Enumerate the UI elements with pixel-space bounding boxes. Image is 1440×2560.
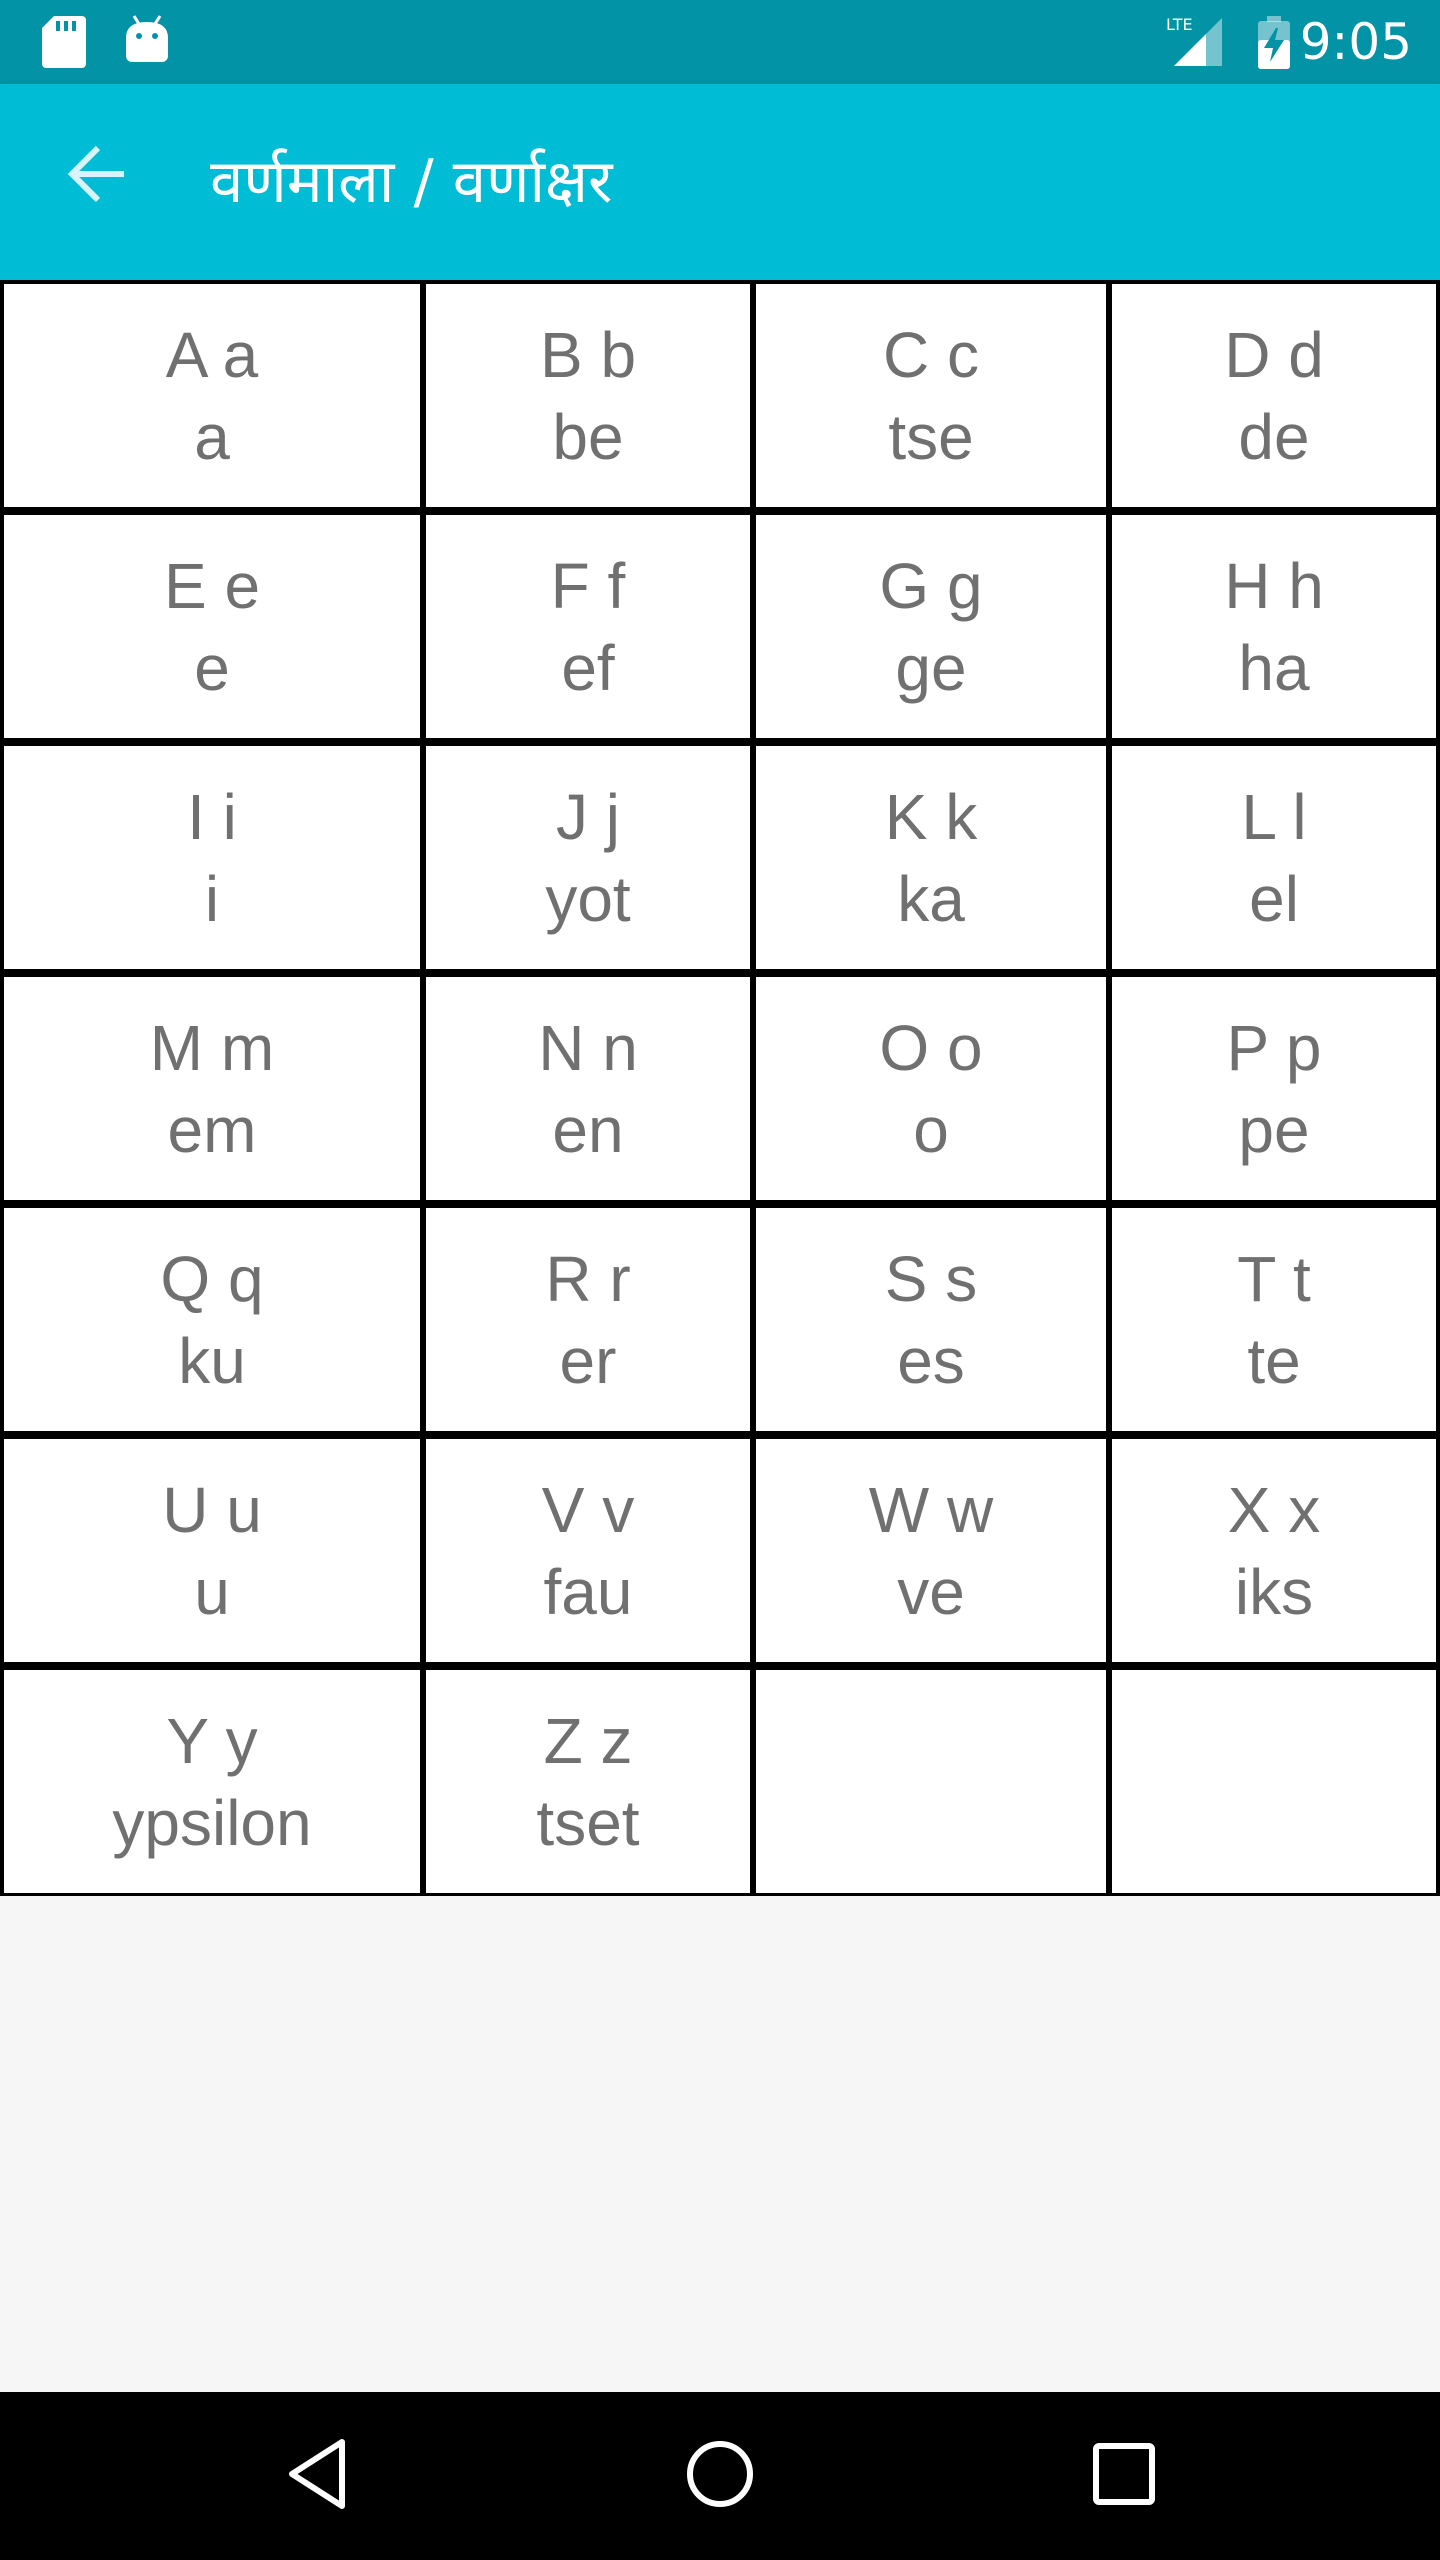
letter-cell[interactable]: [1112, 515, 1436, 738]
alphabet-grid: [0, 280, 1440, 1896]
letter-pronunciation: o: [913, 1093, 949, 1166]
letter-cell[interactable]: [4, 1208, 420, 1431]
letter-label: R r: [545, 1242, 631, 1315]
letter-pronunciation: pe: [1238, 1093, 1310, 1166]
letter-cell[interactable]: [756, 515, 1106, 738]
letter-pronunciation: de: [1238, 400, 1310, 473]
letter-pronunciation: e: [194, 631, 230, 704]
letter-label: A a: [165, 318, 259, 391]
status-bar: [0, 0, 1440, 84]
letter-pronunciation: ypsilon: [112, 1786, 312, 1859]
letter-cell[interactable]: [756, 1208, 1106, 1431]
battery-charging-icon: [1256, 16, 1292, 74]
letter-pronunciation: i: [204, 862, 220, 935]
letter-cell[interactable]: [426, 1208, 750, 1431]
letter-cell[interactable]: [426, 515, 750, 738]
letter-pronunciation: be: [552, 400, 624, 473]
letter-cell[interactable]: [756, 746, 1106, 969]
letter-pronunciation: ku: [178, 1324, 246, 1397]
letter-label: C c: [883, 318, 979, 391]
letter-cell[interactable]: [426, 977, 750, 1200]
letter-cell[interactable]: [1112, 746, 1436, 969]
letter-cell[interactable]: [1112, 1208, 1436, 1431]
letter-label: Q q: [160, 1242, 264, 1315]
letter-label: P p: [1226, 1011, 1322, 1084]
letter-cell[interactable]: [4, 977, 420, 1200]
letter-label: K k: [884, 780, 978, 853]
recents-square-icon: [1092, 2442, 1156, 2510]
letter-pronunciation: ha: [1238, 631, 1310, 704]
letter-pronunciation: a: [194, 400, 230, 473]
letter-cell[interactable]: [756, 977, 1106, 1200]
empty-cell: [1112, 1670, 1436, 1893]
letter-cell[interactable]: [756, 1439, 1106, 1662]
letter-label: T t: [1237, 1242, 1311, 1315]
letter-label: Y y: [166, 1704, 258, 1777]
letter-label: H h: [1224, 549, 1324, 622]
letter-pronunciation: er: [559, 1324, 617, 1397]
status-time: 9:05: [1299, 13, 1412, 71]
letter-label: E e: [163, 549, 261, 622]
letter-pronunciation: ve: [897, 1555, 965, 1628]
letter-cell[interactable]: [426, 1439, 750, 1662]
nav-recents-button[interactable]: [1040, 2392, 1208, 2560]
letter-label: I i: [187, 780, 237, 853]
letter-pronunciation: es: [897, 1324, 965, 1397]
letter-pronunciation: ef: [561, 631, 615, 704]
letter-label: M m: [149, 1011, 275, 1084]
letter-pronunciation: u: [194, 1555, 230, 1628]
arrow-back-icon: [66, 142, 130, 210]
empty-cell: [756, 1670, 1106, 1893]
letter-label: F f: [550, 549, 626, 622]
letter-cell[interactable]: [1112, 284, 1436, 507]
letter-pronunciation: ka: [897, 862, 965, 935]
letter-cell[interactable]: [426, 284, 750, 507]
nav-back-button[interactable]: [234, 2392, 402, 2560]
letter-cell[interactable]: [4, 284, 420, 507]
letter-label: L l: [1241, 780, 1307, 853]
letter-cell[interactable]: [426, 746, 750, 969]
letter-pronunciation: en: [552, 1093, 624, 1166]
letter-label: D d: [1224, 318, 1324, 391]
letter-label: X x: [1227, 1473, 1321, 1546]
letter-pronunciation: ge: [895, 631, 967, 704]
sd-card-icon: [42, 16, 86, 72]
letter-pronunciation: tset: [536, 1786, 640, 1859]
back-triangle-icon: [286, 2438, 350, 2514]
letter-label: Z z: [543, 1704, 633, 1777]
letter-cell[interactable]: [426, 1670, 750, 1893]
letter-label: G g: [879, 549, 983, 622]
back-button[interactable]: [50, 128, 146, 224]
letter-cell[interactable]: [4, 746, 420, 969]
letter-label: S s: [884, 1242, 978, 1315]
letter-pronunciation: iks: [1234, 1555, 1314, 1628]
letter-pronunciation: fau: [543, 1555, 633, 1628]
letter-label: J j: [556, 780, 620, 853]
letter-label: B b: [539, 318, 637, 391]
letter-cell[interactable]: [1112, 977, 1436, 1200]
letter-pronunciation: yot: [545, 862, 631, 935]
letter-cell[interactable]: [4, 515, 420, 738]
lte-signal-icon: [1166, 14, 1226, 72]
svg-text:LTE: LTE: [1166, 15, 1193, 34]
android-icon: [124, 14, 170, 68]
letter-cell[interactable]: [4, 1670, 420, 1893]
letter-cell[interactable]: [1112, 1439, 1436, 1662]
letter-pronunciation: tse: [888, 400, 974, 473]
page-title: वर्णमाला / वर्णाक्षर: [210, 147, 613, 217]
letter-label: O o: [879, 1011, 983, 1084]
letter-cell[interactable]: [4, 1439, 420, 1662]
letter-pronunciation: em: [167, 1093, 257, 1166]
home-circle-icon: [684, 2438, 756, 2514]
letter-label: U u: [162, 1473, 262, 1546]
letter-label: V v: [541, 1473, 635, 1546]
nav-home-button[interactable]: [636, 2392, 804, 2560]
letter-label: N n: [538, 1011, 638, 1084]
letter-pronunciation: el: [1249, 862, 1299, 935]
letter-pronunciation: te: [1247, 1324, 1301, 1397]
letter-cell[interactable]: [756, 284, 1106, 507]
letter-label: W w: [868, 1473, 994, 1546]
